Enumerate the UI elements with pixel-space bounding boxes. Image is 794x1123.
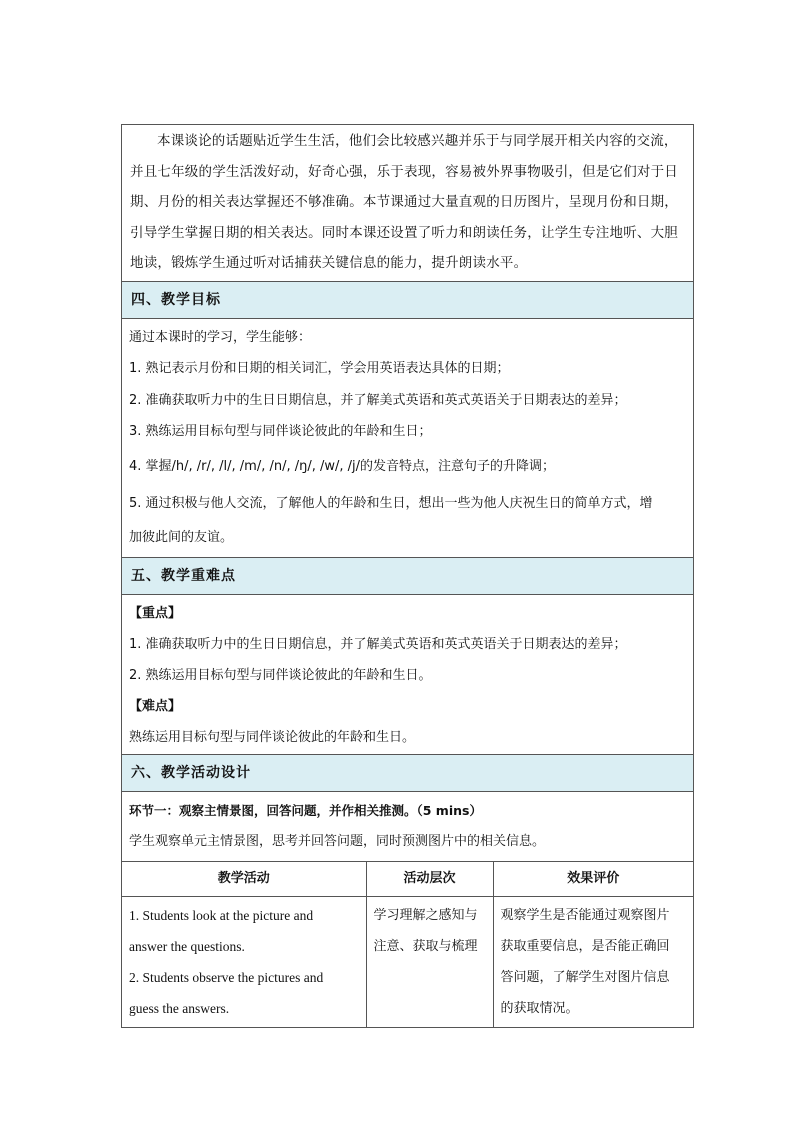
- objectives-section: [121, 318, 694, 558]
- step1-description: 学生观察单元主情景图，思考并回答问题，同时预测图片中的相关信息。: [129, 834, 546, 850]
- key-item: 2. 熟练运用目标句型与同伴谈论彼此的年龄和生日。: [129, 668, 432, 684]
- key-item: 1. 准确获取听力中的生日日期信息，并了解美式英语和英式英语关于日期表达的差异；: [129, 637, 627, 653]
- keypoints-heading: 五、教学重难点: [121, 557, 694, 594]
- table-header-evaluation: 效果评价: [493, 862, 693, 897]
- objectives-intro: 通过本课时的学习，学生能够：: [129, 329, 312, 345]
- activity-cell: [122, 897, 366, 1028]
- objectives-heading: 四、教学目标: [121, 281, 694, 318]
- evaluation-line: 答问题，了解学生对图片信息: [500, 970, 670, 986]
- level-line: 注意、获取与梳理: [373, 939, 478, 955]
- difficult-label: 【难点】: [129, 699, 182, 715]
- evaluation-line: 的获取情况。: [500, 1001, 579, 1017]
- evaluation-cell: [493, 897, 693, 1028]
- learner-analysis-section: [121, 124, 694, 281]
- objective-item: 4. 掌握/h/, /r/, /l/, /m/, /n/, /ŋ/, /w/, /j/的发音特点，注意句子的升降调；: [129, 458, 556, 474]
- key-label: 【重点】: [129, 606, 182, 622]
- table-header-level: 活动层次: [366, 862, 493, 897]
- learner-analysis-paragraph: 本课谈论的话题贴近学生生活，他们会比较感兴趣并乐于与同学展开相关内容的交流，并且七年级的学生活泼好动，好奇心强，乐于表现，容易被外界事物吸引，但是它们对于日期、月份的相关表达掌握还不够准确。本节课通过大量直观的日历图片，呈现月份和日期，引导学生掌握日期的相关表达。同时本课还设置了听力和朗读任务，让学生专注地听、大胆地读，锻炼学生通过听对话捕获关键信息的能力，提升朗读水平。: [130, 133, 678, 271]
- activity-line: 1. Students look at the picture and: [129, 908, 314, 924]
- evaluation-line: 观察学生是否能通过观察图片: [500, 908, 670, 924]
- objective-item: 2. 准确获取听力中的生日日期信息，并了解美式英语和英式英语关于日期表达的差异；: [129, 392, 627, 408]
- objective-item-continued: 加彼此间的友谊。: [129, 529, 234, 545]
- table-header-row: [122, 862, 693, 897]
- objective-item: 3. 熟练运用目标句型与同伴谈论彼此的年龄和生日；: [129, 424, 432, 440]
- activities-heading: 六、教学活动设计: [121, 754, 694, 791]
- activity-line: guess the answers.: [129, 1001, 230, 1017]
- objective-item: 1. 熟记表示月份和日期的相关词汇，学会用英语表达具体的日期；: [129, 361, 510, 377]
- activity-line: 2. Students observe the pictures and: [129, 970, 324, 986]
- lesson-plan-document: [121, 124, 694, 1028]
- objective-item: 5. 通过积极与他人交流，了解他人的年龄和生日，想出一些为他人庆祝生日的简单方式，增: [129, 495, 653, 511]
- activities-step1: [121, 791, 694, 861]
- level-line: 学习理解之感知与: [373, 908, 478, 924]
- activity-table-wrapper: [121, 861, 694, 1028]
- activity-line: answer the questions.: [129, 939, 245, 955]
- evaluation-line: 获取重要信息，是否能正确回: [500, 939, 670, 955]
- difficult-text: 熟练运用目标句型与同伴谈论彼此的年龄和生日。: [129, 730, 416, 746]
- activity-table: [122, 862, 693, 1027]
- step1-title: 环节一：观察主情景图，回答问题，并作相关推测。（5 mins）: [129, 803, 482, 819]
- table-row: [122, 897, 693, 1028]
- table-header-activity: 教学活动: [122, 862, 366, 897]
- level-cell: [366, 897, 493, 1028]
- keypoints-section: [121, 594, 694, 754]
